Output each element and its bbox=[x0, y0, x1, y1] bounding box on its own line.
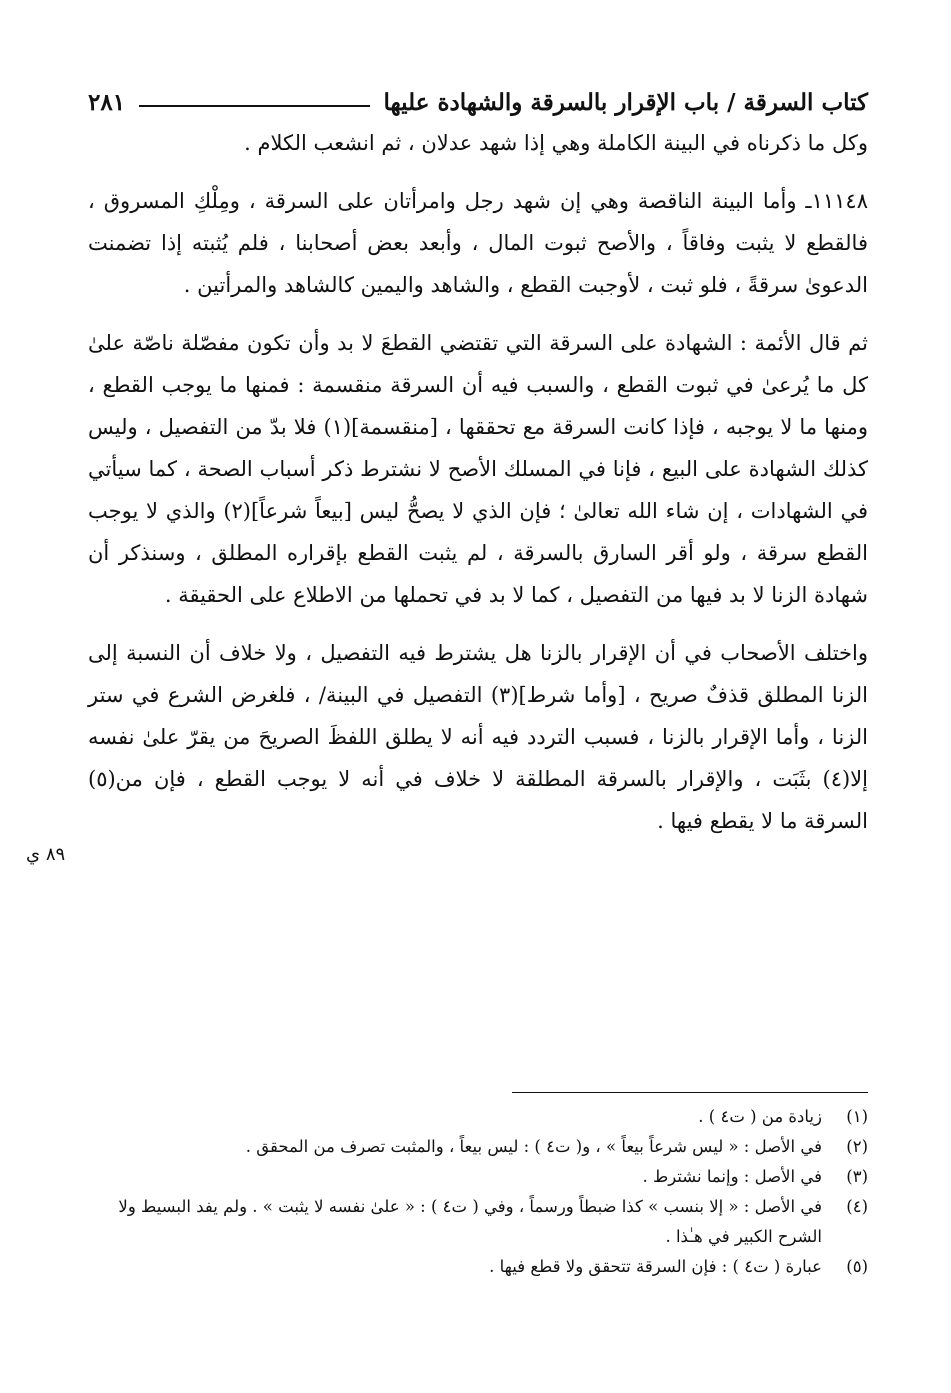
paragraph-imams: ثم قال الأئمة : الشهادة على السرقة التي تقتضي القطعَ لا بد وأن تكون مفصّلة ناصّة علىٰ كل ما يُرعىٰ في ثبوت القطع ، والسبب فيه أن السرقة منقسمة : فمنها ما يوجب القطع ، ومنها ما لا يوجبه ، فإذا كانت السرقة مع تحققها ، [منقسمة](١) فلا بدّ من التفصيل ، وليس كذلك الشهادة على البيع ، فإنا في المسلك الأصح لا نشترط ذكر أسباب الصحة ، كما سيأتي في الشهادات ، إن شاء الله تعالىٰ ؛ فإن الذي لا يصحُّ ليس [بيعاً شرعاً](٢) والذي لا يوجب القطع سرقة ، ولو أقر السارق بالسرقة ، لم يثبت القطع بإقراره المطلق ، وسنذكر أن شهادة الزنا لا بد فيها من التفصيل ، كما لا بد في تحملها من الاطلاع على الحقيقة . bbox=[88, 331, 869, 607]
footnote-text: في الأصل : « ليس شرعاً بيعاً » ، و( ت٤ ) : ليس بيعاً ، والمثبت تصرف من المحقق . bbox=[245, 1137, 822, 1156]
footnote bbox=[88, 1192, 868, 1252]
footnote bbox=[88, 1132, 868, 1162]
footnote-text: عبارة ( ت٤ ) : فإن السرقة تتحقق ولا قطع فيها . bbox=[489, 1257, 822, 1276]
footnote bbox=[88, 1162, 868, 1192]
header-rule bbox=[139, 105, 369, 107]
footnote bbox=[88, 1102, 868, 1132]
footnote-number: (٢) bbox=[846, 1137, 868, 1156]
footnotes bbox=[88, 1102, 868, 1282]
footnote-text: في الأصل : وإنما نشترط . bbox=[642, 1167, 822, 1186]
footnote-number: (٣) bbox=[846, 1167, 868, 1186]
book-page bbox=[26, 82, 869, 1372]
footnote-text: في الأصل : « إلا بنسب » كذا ضبطاً ورسماً ، وفي ( ت٤ ) : « علىٰ نفسه لا يثبت » . ولم يفد البسيط ولا الشرح الكبير في هـٰذا . bbox=[118, 1197, 822, 1246]
footnote-number: (٥) bbox=[846, 1257, 868, 1276]
footnote bbox=[88, 1252, 868, 1282]
footnote-separator bbox=[512, 1092, 868, 1093]
footnote-number: (١) bbox=[846, 1107, 868, 1126]
running-header bbox=[88, 82, 868, 116]
paragraph-continuation: وكل ما ذكرناه في البينة الكاملة وهي إذا شهد عدلان ، ثم انشعب الكلام . bbox=[244, 131, 868, 155]
paragraph-11148: ١١١٤٨ـ وأما البينة الناقصة وهي إن شهد رجل وامرأتان على السرقة ، ومِلْكِ المسروق ، فالقطع لا يثبت وفاقاً ، والأصح ثبوت المال ، وأبعد بعض أصحابنا ، فلم يُثبته إذا تضمنت الدعوىٰ سرقةً ، فلو ثبت ، لأوجبت القطع ، والشاهد واليمين كالشاهد والمرأتين . bbox=[88, 189, 868, 297]
footnote-text: زيادة من ( ت٤ ) . bbox=[698, 1107, 822, 1126]
footnote-number: (٤) bbox=[846, 1197, 868, 1216]
manuscript-folio-note: ٨٩ ي bbox=[26, 844, 66, 865]
chapter-title: كتاب السرقة / باب الإقرار بالسرقة والشهادة عليها bbox=[383, 89, 868, 116]
page-number: ٢٨١ bbox=[88, 89, 126, 116]
paragraph-companions: واختلف الأصحاب في أن الإقرار بالزنا هل يشترط فيه التفصيل ، ولا خلاف أن النسبة إلى الزنا المطلق قذفٌ صريح ، [وأما شرط](٣) التفصيل في البينة/ ، فلغرض الشرع في ستر الزنا ، وأما الإقرار بالزنا ، فسبب التردد فيه أنه لا يطلق اللفظَ الصريحَ من يقرّ علىٰ نفسه إلا(٤) بثَبَت ، والإقرار بالسرقة المطلقة لا خلاف في أنه لا يوجب القطع ، فإن من(٥) السرقة ما لا يقطع فيها . bbox=[88, 641, 868, 833]
